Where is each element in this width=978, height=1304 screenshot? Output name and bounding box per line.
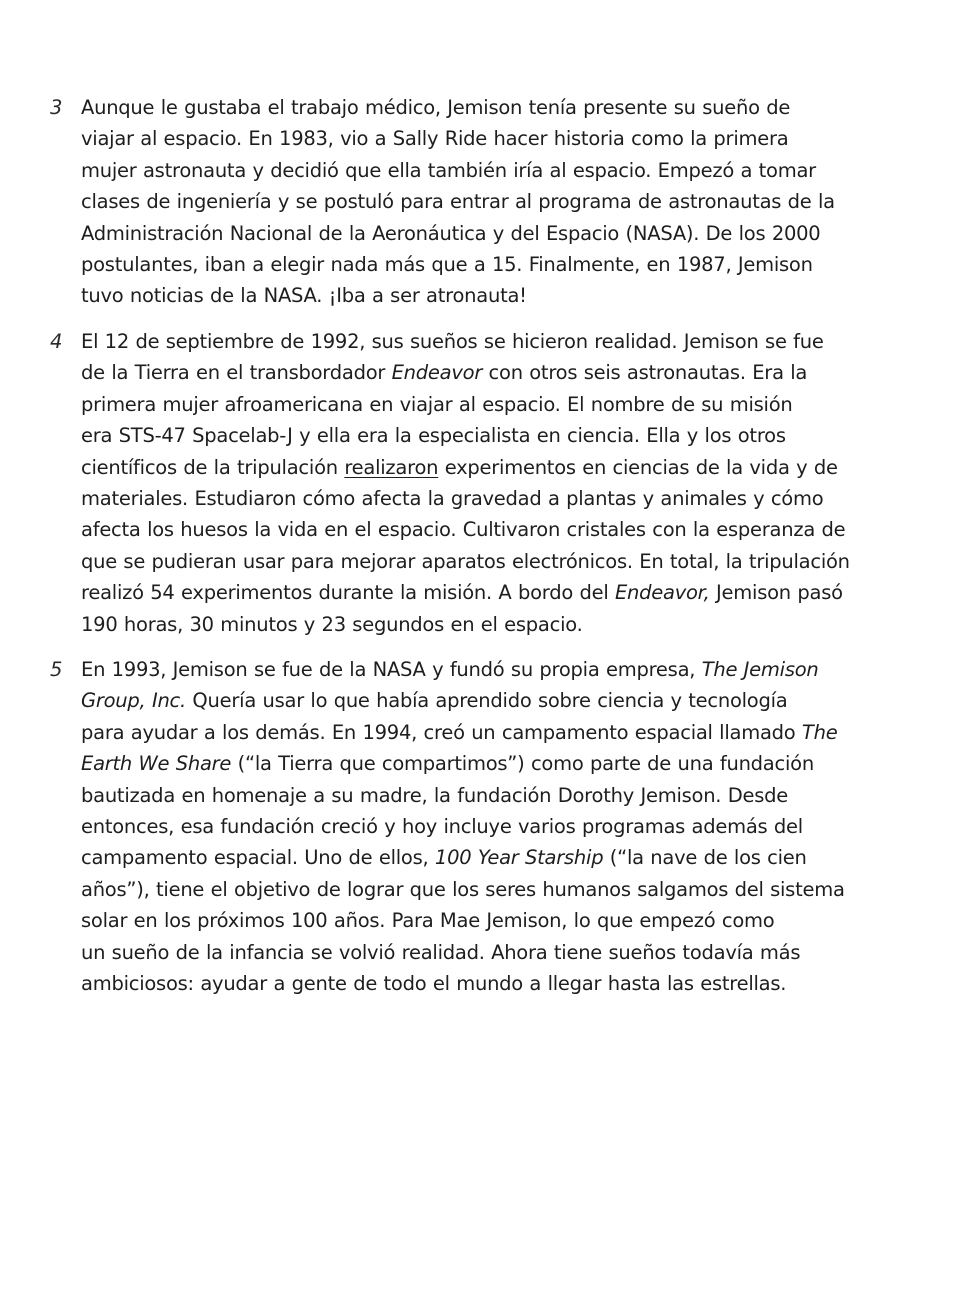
text-line [81, 968, 941, 999]
text-run: con otros seis astronautas. Era la [482, 361, 808, 385]
text-run: Jemison pasó [709, 581, 843, 605]
text-run: bautizada en homenaje a su madre, la fundación Dorothy Jemison. Desde [81, 783, 789, 807]
text-run: entonces, esa fundación creció y hoy incluye varios programas además del [81, 814, 803, 838]
text-line [81, 577, 941, 608]
text-run: viajar al espacio. En 1983, vio a Sally Ride hacer historia como la primera [81, 127, 789, 151]
text-line [81, 389, 941, 420]
text-run: El 12 de septiembre de 1992, sus sueños se hicieron realidad. Jemison se fue [81, 330, 824, 353]
text-line [81, 155, 941, 186]
text-run: científicos de la tripulación [81, 455, 345, 479]
italic-text: The Jemison [701, 658, 819, 681]
text-run: (“la Tierra que compartimos”) como parte de una fundación [231, 752, 814, 776]
text-line [81, 874, 941, 905]
underlined-word: realizaron [344, 455, 439, 479]
text-line [81, 811, 941, 842]
text-line [81, 420, 941, 451]
italic-text: Earth We Share [81, 752, 232, 776]
text-run: afecta los huesos la vida en el espacio. Cultivaron cristales con la esperanza de [81, 518, 846, 542]
text-line [81, 326, 941, 357]
text-line [81, 842, 941, 873]
text-run: (“la nave de los cien [603, 846, 807, 870]
text-line [81, 280, 941, 311]
text-run: En 1993, Jemison se fue de la NASA y fundó su propia empresa, [81, 658, 702, 681]
text-run: primera mujer afroamericana en viajar al espacio. El nombre de su misión [81, 392, 793, 416]
text-line [81, 685, 941, 716]
text-run: ambiciosos: ayudar a gente de todo el mundo a llegar hasta las estrellas. [81, 971, 787, 995]
text-line [81, 717, 941, 748]
text-run: materiales. Estudiaron cómo afecta la gravedad a plantas y animales y cómo [81, 486, 824, 510]
text-run: de la Tierra en el transbordador [81, 361, 392, 385]
text-line [81, 483, 941, 514]
text-run: clases de ingeniería y se postuló para entrar al programa de astronautas de la [81, 190, 835, 214]
text-line [81, 92, 941, 123]
text-run: era STS-47 Spacelab-J y ella era la especialista en ciencia. Ella y los otros [81, 424, 786, 448]
text-run: experimentos en ciencias de la vida y de [438, 455, 838, 479]
text-run: tuvo noticias de la NASA. ¡Iba a ser atronauta! [81, 284, 527, 308]
text-line [81, 609, 941, 640]
text-line [81, 748, 941, 779]
text-line [81, 249, 941, 280]
paragraph-number: 4 [50, 330, 63, 353]
text-line [81, 452, 941, 483]
text-line [81, 937, 941, 968]
text-line [81, 654, 941, 685]
text-run: un sueño de la infancia se volvió realidad. Ahora tiene sueños todavía más [81, 940, 801, 964]
text-run: que se pudieran usar para mejorar aparatos electrónicos. En total, la tripulación [81, 549, 850, 573]
paragraph-body [81, 654, 941, 999]
text-run: Quería usar lo que había aprendido sobre ciencia y tecnología [185, 689, 788, 713]
paragraph-number: 5 [50, 658, 63, 681]
text-line [81, 357, 941, 388]
text-line [81, 186, 941, 217]
text-run: postulantes, iban a elegir nada más que a 15. Finalmente, en 1987, Jemison [81, 252, 813, 276]
text-run: realizó 54 experimentos durante la misión. A bordo del [81, 581, 615, 605]
text-line [81, 905, 941, 936]
text-line [81, 546, 941, 577]
italic-text: 100 Year Starship [434, 846, 604, 870]
text-run: 190 horas, 30 minutos y 23 segundos en el espacio. [81, 612, 583, 636]
paragraph-body [81, 326, 941, 640]
paragraph-number: 3 [50, 96, 63, 119]
text-run: campamento espacial. Uno de ellos, [81, 846, 435, 870]
italic-text: Endeavor [391, 361, 483, 385]
text-line [81, 218, 941, 249]
text-run: mujer astronauta y decidió que ella también iría al espacio. Empezó a tomar [81, 158, 816, 182]
paragraph-body [81, 92, 941, 312]
text-run: Administración Nacional de la Aeronáutica y del Espacio (NASA). De los 2000 [81, 221, 821, 245]
italic-text: The [801, 720, 838, 744]
text-run: para ayudar a los demás. En 1994, creó un campamento espacial llamado [81, 720, 802, 744]
text-line [81, 514, 941, 545]
text-run: solar en los próximos 100 años. Para Mae Jemison, lo que empezó como [81, 909, 775, 933]
text-line [81, 780, 941, 811]
text-run: Aunque le gustaba el trabajo médico, Jemison tenía presente su sueño de [81, 96, 791, 119]
italic-text: Group, Inc. [81, 689, 186, 713]
italic-text: Endeavor, [614, 581, 710, 605]
text-run: años”), tiene el objetivo de lograr que los seres humanos salgamos del sistema [81, 877, 845, 901]
text-line [81, 123, 941, 154]
